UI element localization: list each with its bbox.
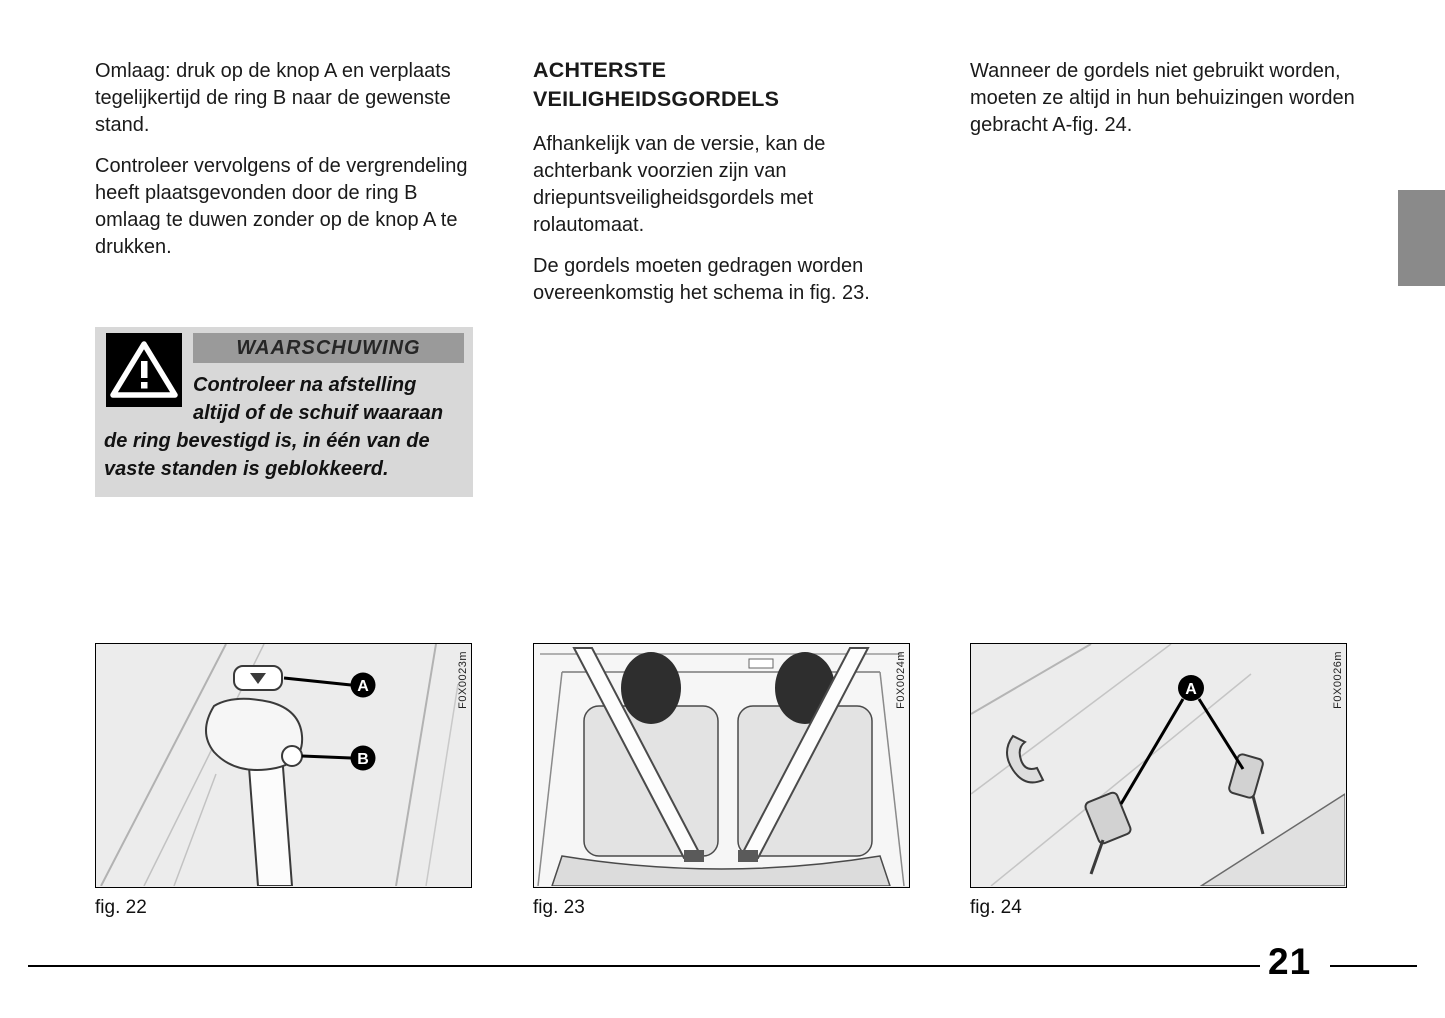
figure-22-image (95, 643, 472, 888)
callout-a-label: A (357, 678, 369, 695)
figure-caption: fig. 24 (970, 897, 1022, 918)
figure-24 (970, 643, 1347, 919)
paragraph: De gordels moeten gedragen worden overeenkomstig het schema in fig. 23. (533, 255, 870, 304)
figure-code: F0X0026m (1332, 651, 1344, 709)
section-heading: ACHTERSTE VEILIGHEIDSGORDELS (533, 58, 780, 111)
figure-caption: fig. 22 (95, 897, 147, 918)
page-number: 21 (1268, 941, 1312, 982)
figure-23-image (533, 643, 910, 888)
callout-a-label: A (1185, 681, 1197, 698)
warning-text: Controleer na afstelling altijd of de schuif waaraan de ring bevestigd is, in één van de vaste standen is geblokkeerd. (104, 374, 444, 480)
column-right (970, 58, 1362, 153)
paragraph: Wanneer de gordels niet gebruikt worden, moeten ze altijd in hun behuizingen worden gebracht A-fig. 24. (970, 60, 1355, 136)
warning-title: WAARSCHUWING (193, 333, 464, 363)
warning-box (95, 327, 473, 497)
figure-23 (533, 643, 910, 919)
footer-rule-left (28, 965, 1260, 967)
footer-rule-right (1330, 965, 1417, 967)
paragraph: Controleer vervolgens of de vergrendeling heeft plaatsgevonden door de ring B omlaag te duwen zonder op de knop A te drukken. (95, 155, 468, 258)
callout-b-label: B (357, 751, 369, 768)
figure-22 (95, 643, 472, 919)
chapter-side-tab (1398, 190, 1445, 286)
figure-code: F0X0023m (457, 651, 469, 709)
figure-code: F0X0024m (895, 651, 907, 709)
figure-caption: fig. 23 (533, 897, 585, 918)
seatbelt-height-adjuster-drawing (96, 644, 470, 886)
column-left (95, 58, 475, 275)
paragraph: Omlaag: druk op de knop A en verplaats tegelijkertijd de ring B naar de gewenste stand. (95, 60, 451, 136)
belt-stowage-drawing (971, 644, 1345, 886)
warning-triangle-icon (106, 333, 182, 407)
paragraph: Afhankelijk van de versie, kan de achterbank voorzien zijn van driepuntsveiligheidsgordels met rolautomaat. (533, 133, 826, 236)
rear-seatbelts-drawing (534, 644, 908, 886)
column-middle (533, 56, 921, 321)
figure-24-image (970, 643, 1347, 888)
